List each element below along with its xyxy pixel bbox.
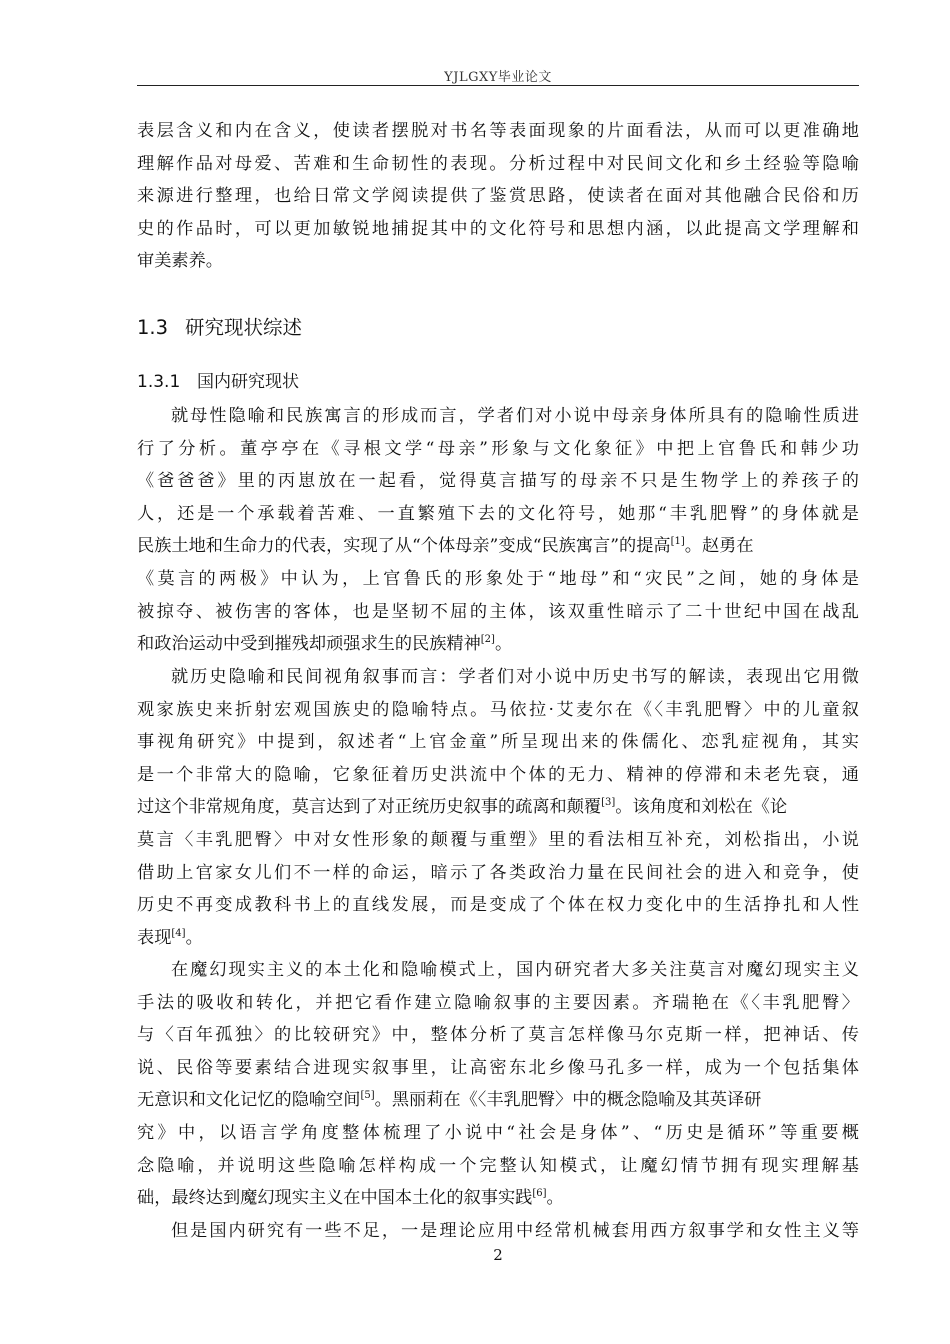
text-line [137,791,859,824]
citation-4: [4] [171,927,186,939]
text-line: 与〈百年孤独〉的比较研究》中，整体分析了莫言怎样像马尔克斯一样，把神话、传 [137,1025,859,1046]
subsection-heading [137,367,299,392]
paragraph-maternal-metaphor [137,400,859,661]
citation-5: [5] [360,1090,375,1102]
text-line: 史的作品时，可以更加敏锐地捕捉其中的文化符号和思想内涵，以此提高文学理解和 [137,218,859,239]
text-line: 历史不再变成教科书上的直线发展，而是变成了个体在权力变化中的生活挣扎和人性 [137,895,859,916]
text-run: 。黑丽莉在《〈丰乳肥臀〉中的概念隐喻及其英译研 [374,1090,762,1111]
header-rule [137,85,859,86]
text-line: 人，还是一个承载着苦难、一直繁殖下去的文化符号，她那“丰乳肥臀”的身体就是 [137,503,859,524]
text-line: 《爸爸爸》里的丙崽放在一起看，觉得莫言描写的母亲不只是生物学上的养孩子的 [137,471,859,492]
text-line: 莫言〈丰乳肥臀〉中对女性形象的颠覆与重塑》里的看法相互补充，刘松指出，小说 [137,829,859,850]
text-line: 《莫言的两极》中认为，上官鲁氏的形象处于“地母”和“灾民”之间，她的身体是 [137,568,859,589]
text-line [137,1084,859,1117]
text-line: 念隐喻，并说明这些隐喻怎样构成一个完整认知模式，让魔幻情节拥有现实理解基 [137,1155,859,1176]
text-line: 在魔幻现实主义的本土化和隐喻模式上，国内研究者大多关注莫言对魔幻现实主义 [171,960,859,980]
text-line: 说、民俗等要素结合进现实叙事里，让高密东北乡像马孔多一样，成为一个包括集体 [137,1057,859,1078]
text-line: 行了分析。董亭亭在《寻根文学“母亲”形象与文化象征》中把上官鲁氏和韩少功 [137,438,859,459]
text-line: 就母性隐喻和民族寓言的形成而言，学者们对小说中母亲身体所具有的隐喻性质进 [171,406,859,426]
text-run: 无意识和文化记忆的隐喻空间 [137,1090,361,1111]
text-line: 观家族史来折射宏观国族史的隐喻特点。马依拉·艾麦尔在《〈丰乳肥臀〉中的儿童叙 [137,699,859,720]
citation-2: [2] [480,634,495,646]
subsection-title: 国内研究现状 [197,372,299,392]
text-line: 来源进行整理，也给日常文学阅读提供了鉴赏思路，使读者在面对其他融合民俗和历 [137,186,859,207]
text-run: 。 [185,927,203,948]
text-run: 和政治运动中受到摧残却顽强求生的民族精神 [137,634,481,655]
citation-6: [6] [532,1188,547,1200]
text-line [137,922,859,955]
text-run: 础，最终达到魔幻现实主义在中国本土化的叙事实践 [137,1188,533,1209]
text-line: 是一个非常大的隐喻，它象征着历史洪流中个体的无力、精神的停滞和未老先衰，通 [137,764,859,785]
paragraph-magic-realism [137,954,859,1215]
running-header: YJLGXY毕业论文 [444,70,552,85]
text-line: 但是国内研究有一些不足，一是理论应用中经常机械套用西方叙事学和女性主义等 [171,1221,859,1241]
text-line: 表层含义和内在含义，使读者摆脱对书名等表面现象的片面看法，从而可以更准确地 [137,121,859,141]
text-run: 。 [546,1188,564,1209]
text-line: 手法的吸收和转化，并把它看作建立隐喻叙事的主要因素。齐瑞艳在《〈丰乳肥臀〉 [137,992,859,1013]
text-line: 理解作品对母爱、苦难和生命韧性的表现。分析过程中对民间文化和乡土经验等隐喻 [137,153,859,174]
intro-paragraph [137,115,859,278]
text-line [137,628,859,661]
subsection-number: 1.3.1 [137,372,181,392]
text-run: 表现 [137,927,172,948]
text-line: 事视角研究》中提到，叙述者“上官金童”所呈现出来的侏儒化、恋乳症视角，其实 [137,732,859,753]
section-number: 1.3 [137,316,169,339]
text-line [137,1182,859,1215]
text-line: 究》中，以语言学角度整体梳理了小说中“社会是身体”、“历史是循环”等重要概 [137,1122,859,1143]
paragraph-shortcomings [137,1215,859,1248]
text-run: 民族土地和生命力的代表，实现了从“个体母亲”变成“民族寓言”的提高 [137,536,671,557]
text-run: 。该角度和刘松在《论 [615,797,788,818]
text-line [137,530,859,563]
citation-3: [3] [601,797,616,809]
citation-1: [1] [670,536,685,548]
text-line: 被掠夺、被伤害的客体，也是坚韧不屈的主体，该双重性暗示了二十世纪中国在战乱 [137,601,859,622]
section-heading [137,312,302,340]
section-title: 研究现状综述 [185,316,303,339]
text-line: 审美素养。 [137,251,223,272]
paragraph-historical-metaphor [137,661,859,954]
text-line: 就历史隐喻和民间视角叙事而言：学者们对小说中历史书写的解读，表现出它用微 [171,667,859,687]
text-run: 过这个非常规角度，莫言达到了对正统历史叙事的疏离和颠覆 [137,797,602,818]
page-number: 2 [493,1246,503,1264]
text-run: 。 [494,634,513,655]
text-line: 借助上官家女儿们不一样的命运，暗示了各类政治力量在民间社会的进入和竞争，使 [137,862,859,883]
text-run: 。赵勇在 [684,536,754,557]
